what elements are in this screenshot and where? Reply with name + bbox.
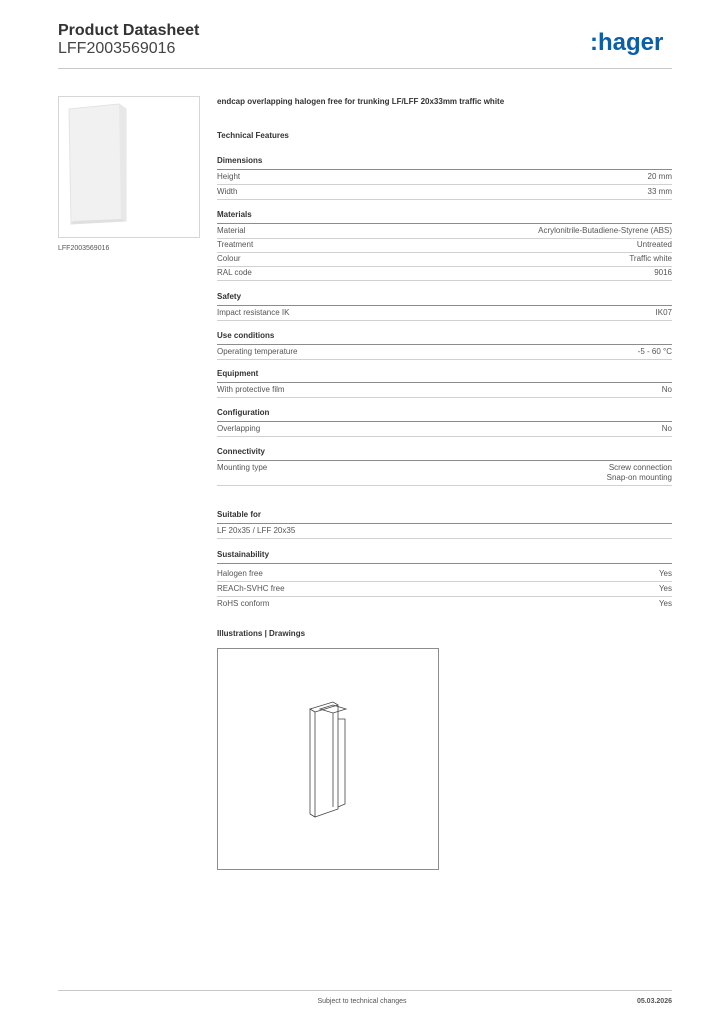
illustrations-heading: Illustrations | Drawings [217, 629, 306, 638]
spec-row [217, 252, 672, 267]
spec-label: Halogen free [217, 569, 263, 578]
product-photo [58, 96, 200, 238]
spec-value: -5 - 60 °C [637, 347, 672, 356]
page-title: Product Datasheet [58, 22, 200, 39]
spec-row [217, 597, 672, 611]
spec-label: Height [217, 172, 241, 181]
spec-value: Untreated [636, 240, 672, 249]
footer-divider [58, 990, 672, 991]
spec-label: Width [217, 187, 238, 196]
photo-caption: LFF2003569016 [58, 245, 110, 252]
spec-row [217, 238, 672, 253]
section-use-conditions-title: Use conditions [217, 331, 672, 345]
spec-label: RAL code [217, 268, 252, 277]
technical-drawing [217, 648, 439, 870]
footer-date: 05.03.2026 [636, 998, 672, 1005]
spec-row [217, 185, 672, 200]
spec-label: Colour [217, 254, 241, 263]
endcap-drawing-icon [218, 649, 438, 869]
spec-label: RoHS conform [217, 599, 270, 608]
spec-row [217, 306, 672, 321]
spec-value: 33 mm [647, 187, 672, 196]
spec-row [217, 224, 672, 239]
section-configuration-title: Configuration [217, 408, 672, 422]
spec-label: LF 20x35 / LFF 20x35 [217, 526, 296, 535]
spec-row [217, 461, 672, 486]
section-sustainability-title: Sustainability [217, 550, 672, 564]
spec-value: Snap-on mounting [606, 473, 672, 482]
spec-label: Material [217, 226, 246, 235]
spec-row [217, 345, 672, 360]
spec-value: Yes [658, 584, 672, 593]
section-equipment-title: Equipment [217, 369, 672, 383]
spec-row [217, 422, 672, 437]
spec-row [217, 266, 672, 281]
spec-label: Treatment [217, 240, 254, 249]
svg-text::hager: :hager [590, 29, 664, 56]
header-divider [58, 68, 672, 69]
section-dimensions-title: Dimensions [217, 156, 672, 170]
spec-value: Yes [658, 569, 672, 578]
technical-features-heading: Technical Features [217, 131, 289, 140]
section-safety-title: Safety [217, 292, 672, 306]
endcap-photo-icon [59, 97, 199, 237]
spec-value: No [661, 424, 672, 433]
spec-value: IK07 [655, 308, 672, 317]
footer-note: Subject to technical changes [317, 998, 407, 1005]
spec-row [217, 170, 672, 185]
spec-value: Traffic white [629, 254, 672, 263]
spec-label: Overlapping [217, 424, 261, 433]
spec-value: Yes [658, 599, 672, 608]
spec-row [217, 567, 672, 582]
section-suitable-for-title: Suitable for [217, 510, 672, 524]
section-connectivity-title: Connectivity [217, 447, 672, 461]
spec-row [217, 582, 672, 597]
hager-logo [590, 28, 676, 58]
spec-value: 9016 [654, 268, 672, 277]
spec-row [217, 524, 672, 539]
spec-label: With protective film [217, 385, 285, 394]
section-materials-title: Materials [217, 210, 672, 224]
spec-label: Impact resistance IK [217, 308, 290, 317]
spec-label: Operating temperature [217, 347, 298, 356]
spec-label: Mounting type [217, 463, 268, 472]
product-description: endcap overlapping halogen free for trunking LF/LFF 20x33mm traffic white [217, 97, 505, 106]
spec-row [217, 383, 672, 398]
product-code: LFF2003569016 [58, 40, 176, 57]
spec-value: Acrylonitrile-Butadiene-Styrene (ABS) [538, 226, 672, 235]
spec-label: REACh-SVHC free [217, 584, 285, 593]
spec-value: Screw connection [608, 463, 672, 472]
spec-value: 20 mm [647, 172, 672, 181]
spec-value: No [661, 385, 672, 394]
